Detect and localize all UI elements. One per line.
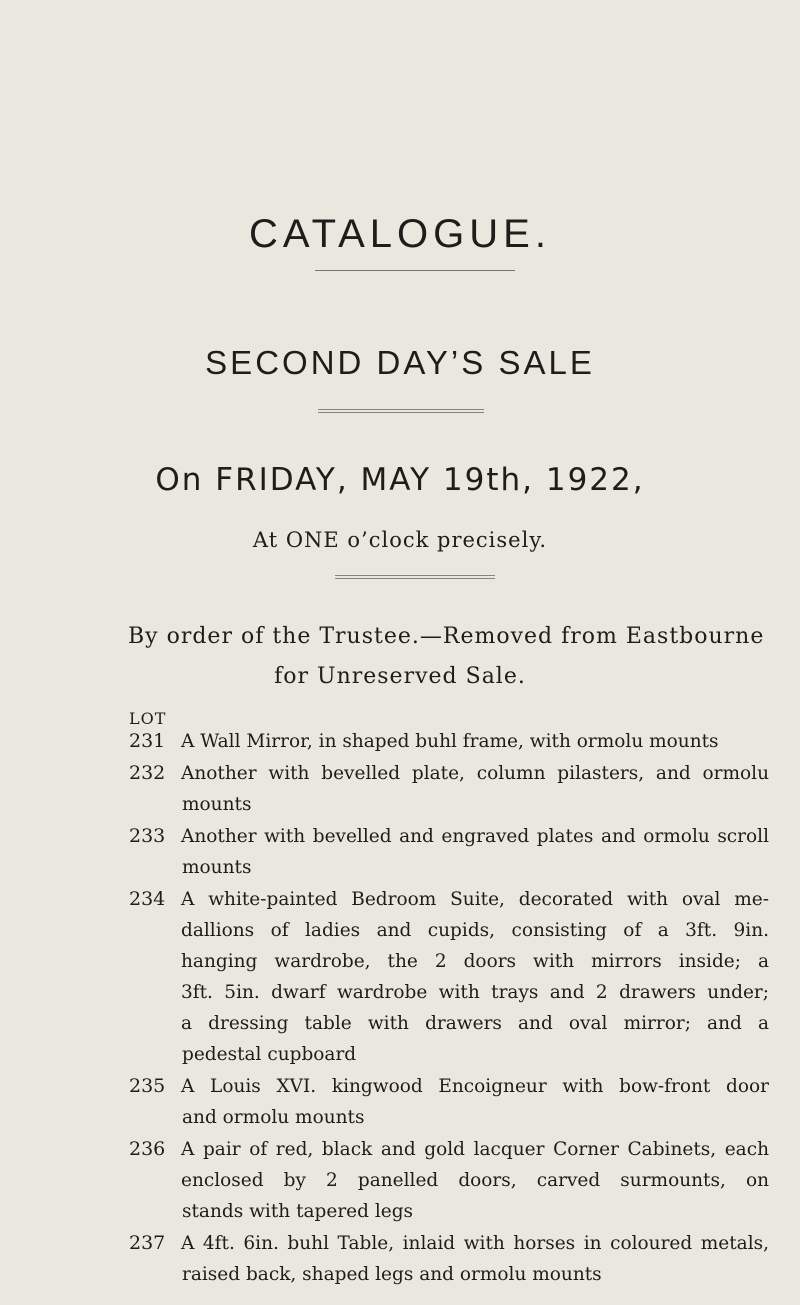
lot-description-line: A Wall Mirror, in shaped buhl frame, with ormolu mounts [181, 731, 719, 752]
lot-description-line: stands with tapered legs [182, 1201, 414, 1222]
lot-number: 232 [129, 762, 166, 784]
lot-description [181, 726, 769, 757]
lot-description-line: A 4ft. 6in. buhl Table, inlaid with horses in coloured metals, [181, 1233, 769, 1254]
lot-column-header: LOT [129, 709, 167, 728]
lot-description-line: 3ft. 5in. dwarf wardrobe with trays and 2 drawers under; [181, 982, 769, 1003]
lot-description-line: raised back, shaped legs and ormolu mounts [182, 1264, 602, 1285]
lot-description [181, 1071, 769, 1133]
lot-description-line: mounts [182, 794, 252, 815]
lot-number: 237 [129, 1232, 166, 1254]
title-divider [315, 270, 515, 271]
lot-description-line: A white-painted Bedroom Suite, decorated with oval me- [181, 889, 769, 910]
lot-description-line: A Louis XVI. kingwood Encoigneur with bow-front door [181, 1076, 769, 1097]
sale-date: On FRIDAY, MAY 19th, 1922, [155, 462, 645, 498]
lot-number: 231 [129, 730, 166, 752]
lot-description-line: and ormolu mounts [182, 1107, 365, 1128]
lot-description [181, 884, 769, 1070]
time-divider [335, 575, 495, 576]
lot-number: 235 [129, 1075, 166, 1097]
lot-description-line: dallions of ladies and cupids, consisting of a 3ft. 9in. [181, 920, 769, 941]
trustee-notice: By order of the Trustee.—Removed from Eastbourne [128, 624, 765, 649]
lot-description-line: pedestal cupboard [182, 1044, 357, 1065]
lot-description [181, 758, 769, 820]
lot-description [181, 821, 769, 883]
lot-description [181, 1228, 769, 1290]
lot-description-line: enclosed by 2 panelled doors, carved surmounts, on [181, 1170, 769, 1191]
lot-description-line: a dressing table with drawers and oval mirror; and a [181, 1013, 769, 1034]
sale-time: At ONE o’clock precisely. [252, 528, 548, 552]
lot-number: 233 [129, 825, 166, 847]
lot-number: 234 [129, 888, 166, 910]
lot-number: 236 [129, 1138, 166, 1160]
lot-description [181, 1134, 769, 1227]
unreserved-sale-note: for Unreserved Sale. [274, 664, 526, 689]
lot-description-line: A pair of red, black and gold lacquer Corner Cabinets, each [181, 1139, 769, 1160]
sale-divider [318, 409, 484, 410]
sale-heading: SECOND DAY’S SALE [205, 344, 595, 381]
lot-description-line: Another with bevelled plate, column pilasters, and ormolu [181, 763, 769, 784]
lot-description-line: Another with bevelled and engraved plates and ormolu scroll [181, 826, 769, 847]
lot-description-line: mounts [182, 857, 252, 878]
lot-description-line: hanging wardrobe, the 2 doors with mirrors inside; a [181, 951, 769, 972]
catalogue-title: CATALOGUE. [249, 212, 551, 256]
